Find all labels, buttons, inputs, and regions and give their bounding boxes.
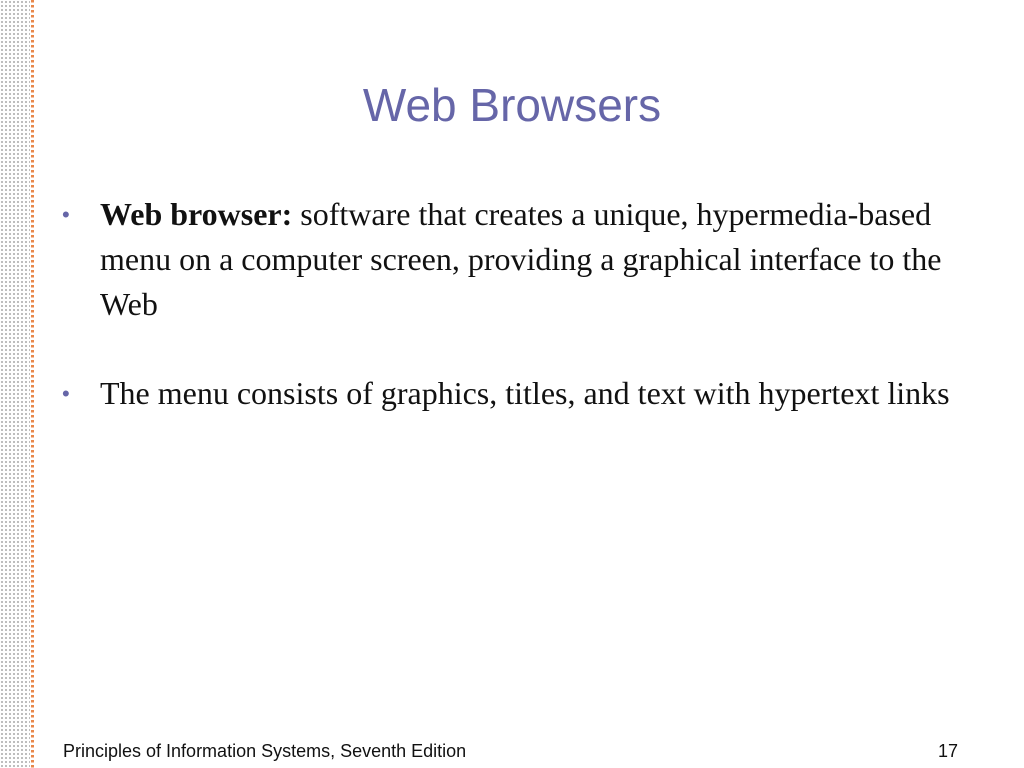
bullet-item-web-browser [60, 192, 985, 327]
bullet-term: Web browser: [100, 196, 293, 232]
bullet-list [60, 192, 985, 460]
bullet-item-menu [60, 371, 985, 416]
slide-title: Web Browsers [362, 79, 662, 131]
bullet-dot-icon: • [62, 381, 70, 406]
footer-book-title: Principles of Information Systems, Seventh Edition [63, 741, 467, 761]
bullet-text: The menu consists of graphics, titles, and text with hypertext links [100, 375, 950, 411]
footer-page-number: 17 [937, 741, 958, 761]
bullet-dot-icon: • [62, 202, 70, 227]
bullet-text: software that creates a unique, hypermedia-based menu on a computer screen, providing a graphical interface to the Web [100, 196, 942, 322]
